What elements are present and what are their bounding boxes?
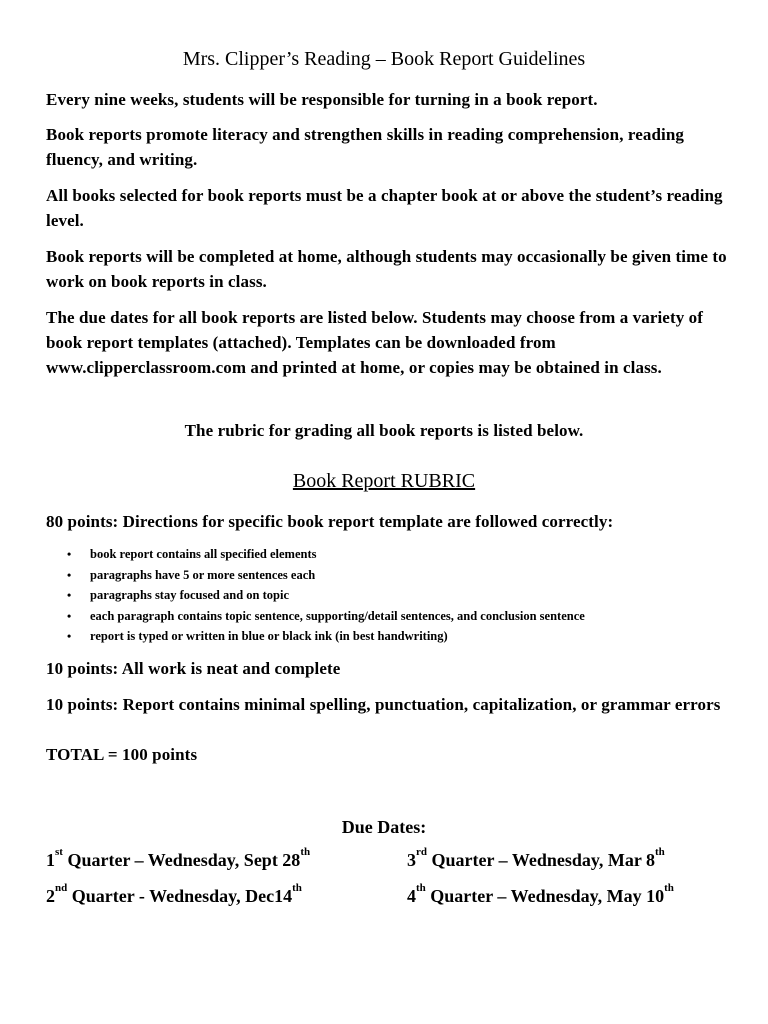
list-item-text: report is typed or written in blue or black ink (in best handwriting) [90, 629, 448, 643]
ordinal-suffix: rd [416, 846, 427, 858]
list-item [67, 626, 585, 647]
due-date-q1 [46, 846, 311, 871]
criterion-80-points: 80 points: Directions for specific book report template are followed correctly: [46, 512, 614, 531]
criterion-10-points-neat: 10 points: All work is neat and complete [46, 659, 341, 678]
paragraph-5: The due dates for all book reports are listed below. Students may choose from a variety of book report templates (attached). Templates can be downloaded from www.clipperclassroom.com and printed at home, or copies may be obtained in class. [46, 308, 704, 377]
bullet-icon: • [67, 588, 72, 602]
due-dates-heading: Due Dates: [341, 817, 427, 837]
bullet-icon: • [67, 608, 72, 623]
list-item [67, 565, 585, 586]
list-item-text: book report contains all specified elements [90, 547, 317, 561]
quarter-number: 3 [407, 850, 416, 870]
paragraph-4: Book reports will be completed at home, although students may occasionally be given time to work on book reports in class. [46, 247, 727, 291]
due-date-q2 [46, 882, 302, 907]
ordinal-suffix: th [416, 882, 426, 894]
quarter-number: 1 [46, 850, 55, 870]
due-date-text: Quarter – Wednesday, May 10 [425, 886, 665, 906]
due-date-q3 [407, 846, 665, 871]
rubric-bullet-list [46, 544, 585, 647]
due-date-text: Quarter – Wednesday, Mar 8 [427, 850, 656, 870]
bullet-icon: • [67, 547, 72, 561]
quarter-number: 4 [407, 886, 416, 906]
page-title: Mrs. Clipper’s Reading – Book Report Guidelines [182, 48, 586, 70]
list-item-text: paragraphs have 5 or more sentences each [90, 567, 316, 582]
paragraph-1: Every nine weeks, students will be responsible for turning in a book report. [46, 90, 598, 109]
paragraph-2: Book reports promote literacy and strengthen skills in reading comprehension, reading fluency, and writing. [46, 125, 685, 169]
total-points: TOTAL = 100 points [46, 745, 198, 764]
criterion-10-points-errors: 10 points: Report contains minimal spelling, punctuation, capitalization, or grammar errors [46, 695, 721, 714]
quarter-number: 2 [46, 886, 55, 906]
ordinal-suffix: th [664, 882, 674, 894]
rubric-intro: The rubric for grading all book reports is listed below. [184, 421, 584, 440]
ordinal-suffix: nd [55, 882, 68, 894]
paragraph-3: All books selected for book reports must be a chapter book at or above the student’s reading level. [46, 186, 723, 230]
list-item-text: paragraphs stay focused and on topic [90, 588, 289, 602]
due-date-text: Quarter - Wednesday, Dec14 [67, 886, 293, 906]
ordinal-suffix: th [655, 846, 665, 858]
rubric-title: Book Report RUBRIC [292, 470, 476, 492]
list-item-text: each paragraph contains topic sentence, supporting/detail sentences, and conclusion sentence [90, 608, 585, 623]
list-item [67, 585, 585, 606]
list-item [67, 544, 585, 565]
bullet-icon: • [67, 567, 72, 582]
ordinal-suffix: st [55, 846, 63, 858]
ordinal-suffix: th [292, 882, 302, 894]
ordinal-suffix: th [300, 846, 311, 858]
due-date-q4 [407, 882, 674, 907]
due-date-text: Quarter – Wednesday, Sept 28 [62, 850, 301, 870]
list-item [67, 606, 585, 627]
bullet-icon: • [67, 629, 72, 643]
